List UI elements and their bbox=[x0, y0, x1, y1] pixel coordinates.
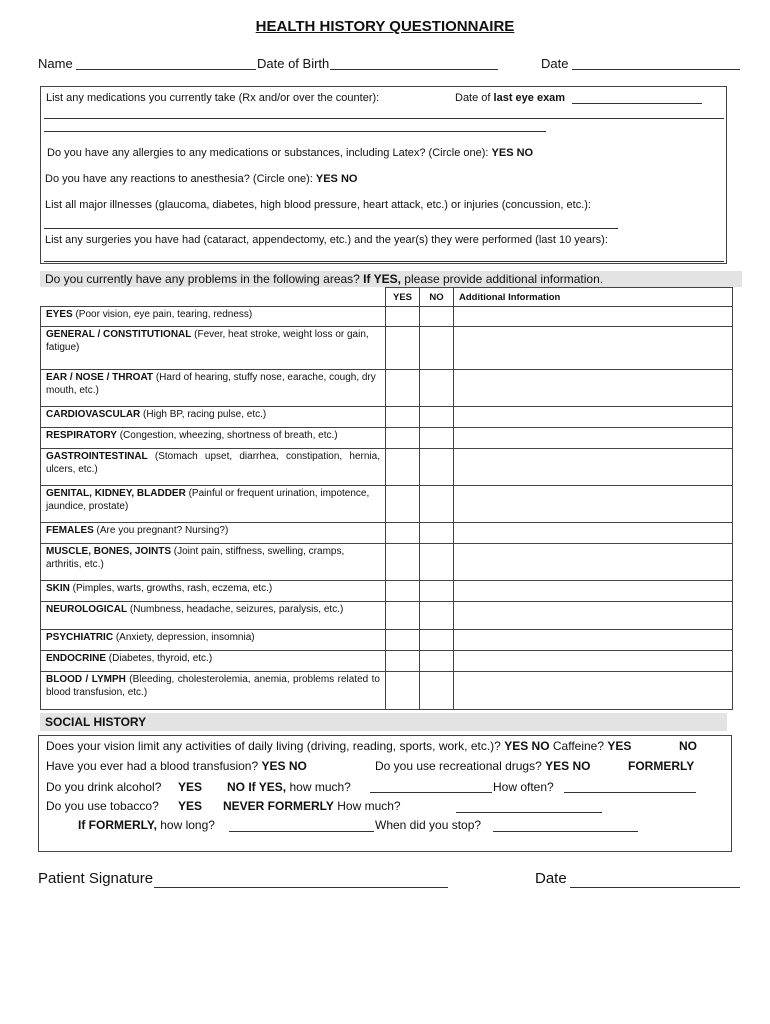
row-label: EYES (Poor vision, eye pain, tearing, redness) bbox=[41, 307, 386, 327]
signature-date-field[interactable] bbox=[570, 887, 740, 888]
yes-cell[interactable] bbox=[386, 523, 420, 544]
info-cell[interactable] bbox=[454, 523, 733, 544]
yes-cell[interactable] bbox=[386, 651, 420, 672]
eye-exam-label: Date of last eye exam bbox=[455, 92, 566, 104]
no-cell[interactable] bbox=[420, 602, 454, 630]
info-cell[interactable] bbox=[454, 651, 733, 672]
row-label: GASTROINTESTINAL (Stomach upset, diarrhea, constipation, hernia, ulcers, etc.) bbox=[41, 449, 386, 486]
anesthesia-question: Do you have any reactions to anesthesia? (Circle one): YES NO bbox=[45, 173, 358, 185]
yes-cell[interactable] bbox=[386, 327, 420, 370]
table-row bbox=[41, 327, 733, 370]
info-cell[interactable] bbox=[454, 602, 733, 630]
no-cell[interactable] bbox=[420, 630, 454, 651]
row-label: BLOOD / LYMPH (Bleeding, cholesterolemia, anemia, problems related to blood transfusion, etc.) bbox=[41, 672, 386, 710]
date-label: Date bbox=[541, 56, 569, 71]
page-title: HEALTH HISTORY QUESTIONNAIRE bbox=[255, 18, 515, 35]
drugs-question: Do you use recreational drugs? YES NO bbox=[375, 759, 591, 773]
no-cell[interactable] bbox=[420, 581, 454, 602]
tobacco-amount-field[interactable] bbox=[456, 812, 602, 813]
info-cell[interactable] bbox=[454, 544, 733, 581]
no-cell[interactable] bbox=[420, 544, 454, 581]
social-history-title: SOCIAL HISTORY bbox=[40, 713, 727, 731]
no-cell[interactable] bbox=[420, 428, 454, 449]
caffeine-no: NO bbox=[679, 739, 697, 753]
name-field[interactable] bbox=[76, 69, 256, 70]
row-label: EAR / NOSE / THROAT (Hard of hearing, stuffy nose, earache, cough, dry mouth, etc.) bbox=[41, 370, 386, 407]
drugs-formerly: FORMERLY bbox=[628, 759, 695, 773]
yes-cell[interactable] bbox=[386, 428, 420, 449]
yes-cell[interactable] bbox=[386, 370, 420, 407]
alcohol-yes: YES bbox=[178, 780, 203, 794]
problems-table bbox=[40, 287, 733, 710]
name-label: Name bbox=[38, 56, 73, 71]
alcohol-how-often: How often? bbox=[493, 780, 554, 794]
row-label: RESPIRATORY (Congestion, wheezing, shortness of breath, etc.) bbox=[41, 428, 386, 449]
formerly-when-stop: When did you stop? bbox=[375, 818, 482, 832]
info-cell[interactable] bbox=[454, 449, 733, 486]
no-cell[interactable] bbox=[420, 307, 454, 327]
info-cell[interactable] bbox=[454, 407, 733, 428]
dob-field[interactable] bbox=[330, 69, 498, 70]
problems-banner: Do you currently have any problems in the following areas? If YES, please provide additional information. bbox=[40, 271, 742, 287]
info-cell[interactable] bbox=[454, 672, 733, 710]
medications-label: List any medications you currently take (Rx and/or over the counter): bbox=[46, 92, 380, 104]
table-row bbox=[41, 651, 733, 672]
no-column-header: NO bbox=[420, 288, 454, 307]
table-row bbox=[41, 449, 733, 486]
info-column-header: Additional Information bbox=[454, 288, 733, 307]
surgeries-label: List any surgeries you have had (cataract, appendectomy, etc.) and the year(s) they were performed (last 10 years): bbox=[45, 234, 608, 246]
yes-cell[interactable] bbox=[386, 581, 420, 602]
info-cell[interactable] bbox=[454, 428, 733, 449]
illnesses-line[interactable] bbox=[44, 228, 618, 229]
table-row bbox=[41, 307, 733, 327]
formerly-how-long: If FORMERLY, how long? bbox=[78, 818, 215, 832]
dob-label: Date of Birth bbox=[257, 56, 330, 71]
surgeries-line[interactable] bbox=[44, 261, 724, 262]
no-cell[interactable] bbox=[420, 327, 454, 370]
row-label: ENDOCRINE (Diabetes, thyroid, etc.) bbox=[41, 651, 386, 672]
medications-line-2[interactable] bbox=[44, 131, 546, 132]
stop-date-field[interactable] bbox=[493, 831, 638, 832]
yes-cell[interactable] bbox=[386, 449, 420, 486]
row-label: GENERAL / CONSTITUTIONAL (Fever, heat stroke, weight loss or gain, fatigue) bbox=[41, 327, 386, 370]
yes-cell[interactable] bbox=[386, 307, 420, 327]
no-cell[interactable] bbox=[420, 672, 454, 710]
date-field[interactable] bbox=[572, 69, 740, 70]
info-cell[interactable] bbox=[454, 581, 733, 602]
no-cell[interactable] bbox=[420, 486, 454, 523]
patient-signature-label: Patient Signature bbox=[38, 870, 154, 887]
tobacco-options: NEVER FORMERLY How much? bbox=[223, 799, 401, 813]
table-row bbox=[41, 370, 733, 407]
info-cell[interactable] bbox=[454, 486, 733, 523]
medications-line-1[interactable] bbox=[44, 118, 724, 119]
no-cell[interactable] bbox=[420, 449, 454, 486]
alcohol-how-much: NO If YES, how much? bbox=[227, 780, 351, 794]
yes-cell[interactable] bbox=[386, 630, 420, 651]
no-cell[interactable] bbox=[420, 370, 454, 407]
row-label: NEUROLOGICAL (Numbness, headache, seizures, paralysis, etc.) bbox=[41, 602, 386, 630]
eye-exam-field[interactable] bbox=[572, 103, 702, 104]
row-label: SKIN (Pimples, warts, growths, rash, eczema, etc.) bbox=[41, 581, 386, 602]
formerly-duration-field[interactable] bbox=[229, 831, 374, 832]
row-label: FEMALES (Are you pregnant? Nursing?) bbox=[41, 523, 386, 544]
allergies-question: Do you have any allergies to any medications or substances, including Latex? (Circle one): YES NO bbox=[47, 147, 534, 159]
illnesses-label: List all major illnesses (glaucoma, diabetes, high blood pressure, heart attack, etc.) or injuries (concussion, etc.): bbox=[45, 199, 591, 211]
row-label: CARDIOVASCULAR (High BP, racing pulse, etc.) bbox=[41, 407, 386, 428]
table-row bbox=[41, 486, 733, 523]
table-row bbox=[41, 544, 733, 581]
no-cell[interactable] bbox=[420, 523, 454, 544]
info-cell[interactable] bbox=[454, 307, 733, 327]
yes-cell[interactable] bbox=[386, 544, 420, 581]
yes-column-header: YES bbox=[386, 288, 420, 307]
info-cell[interactable] bbox=[454, 327, 733, 370]
no-cell[interactable] bbox=[420, 407, 454, 428]
table-header-row bbox=[41, 288, 733, 307]
alcohol-amount-field[interactable] bbox=[370, 792, 492, 793]
alcohol-frequency-field[interactable] bbox=[564, 792, 696, 793]
transfusion-question: Have you ever had a blood transfusion? YES NO bbox=[46, 759, 307, 773]
table-row bbox=[41, 630, 733, 651]
patient-signature-field[interactable] bbox=[154, 887, 448, 888]
table-row bbox=[41, 672, 733, 710]
info-cell[interactable] bbox=[454, 630, 733, 651]
row-label: MUSCLE, BONES, JOINTS (Joint pain, stiffness, swelling, cramps, arthritis, etc.) bbox=[41, 544, 386, 581]
row-label: GENITAL, KIDNEY, BLADDER (Painful or frequent urination, impotence, jaundice, prostate) bbox=[41, 486, 386, 523]
signature-date-label: Date bbox=[535, 870, 567, 887]
row-label: PSYCHIATRIC (Anxiety, depression, insomnia) bbox=[41, 630, 386, 651]
table-row bbox=[41, 523, 733, 544]
no-cell[interactable] bbox=[420, 651, 454, 672]
table-row bbox=[41, 581, 733, 602]
tobacco-question: Do you use tobacco? bbox=[46, 799, 159, 813]
info-cell[interactable] bbox=[454, 370, 733, 407]
yes-cell[interactable] bbox=[386, 486, 420, 523]
vision-question: Does your vision limit any activities of daily living (driving, reading, sports, work, etc.)? YES NO Caffeine? YES bbox=[46, 739, 632, 753]
yes-cell[interactable] bbox=[386, 407, 420, 428]
table-row bbox=[41, 407, 733, 428]
yes-cell[interactable] bbox=[386, 672, 420, 710]
table-row bbox=[41, 602, 733, 630]
tobacco-yes: YES bbox=[178, 799, 203, 813]
yes-cell[interactable] bbox=[386, 602, 420, 630]
alcohol-question: Do you drink alcohol? bbox=[46, 780, 162, 794]
table-row bbox=[41, 428, 733, 449]
